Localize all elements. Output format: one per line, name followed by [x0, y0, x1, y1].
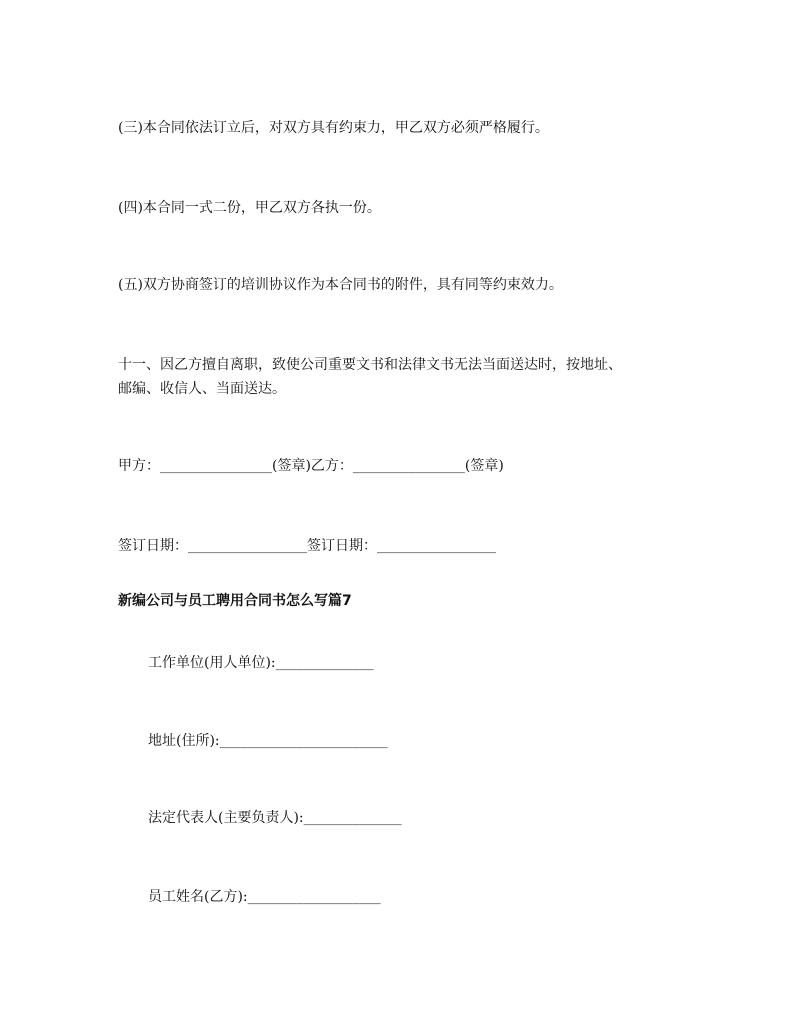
clause-4: (四)本合同一式二份，甲乙双方各执一份。: [118, 200, 381, 216]
field-employee-name: 员工姓名(乙方):___________________: [148, 889, 381, 905]
clause-11-line-2: 邮编、收信人、当面送达。: [118, 381, 286, 397]
field-address: 地址(住所):________________________: [148, 733, 388, 749]
field-legal-representative: 法定代表人(主要负责人):______________: [148, 810, 402, 826]
section-title: 新编公司与员工聘用合同书怎么写篇7: [118, 593, 352, 609]
field-employer: 工作单位(用人单位):______________: [148, 655, 374, 671]
clause-11-line-1: 十一、因乙方擅自离职，致使公司重要文书和法律文书无法当面送达时，按地址、: [118, 357, 622, 373]
clause-5: (五)双方协商签订的培训协议作为本合同书的附件，具有同等约束效力。: [118, 277, 563, 293]
clause-3: (三)本合同依法订立后，对双方具有约束力，甲乙双方必须严格履行。: [118, 120, 549, 136]
signature-parties: 甲方：________________(签章)乙方：________________(签章): [118, 458, 504, 474]
signature-dates: 签订日期：_________________签订日期：_________________: [118, 538, 496, 554]
